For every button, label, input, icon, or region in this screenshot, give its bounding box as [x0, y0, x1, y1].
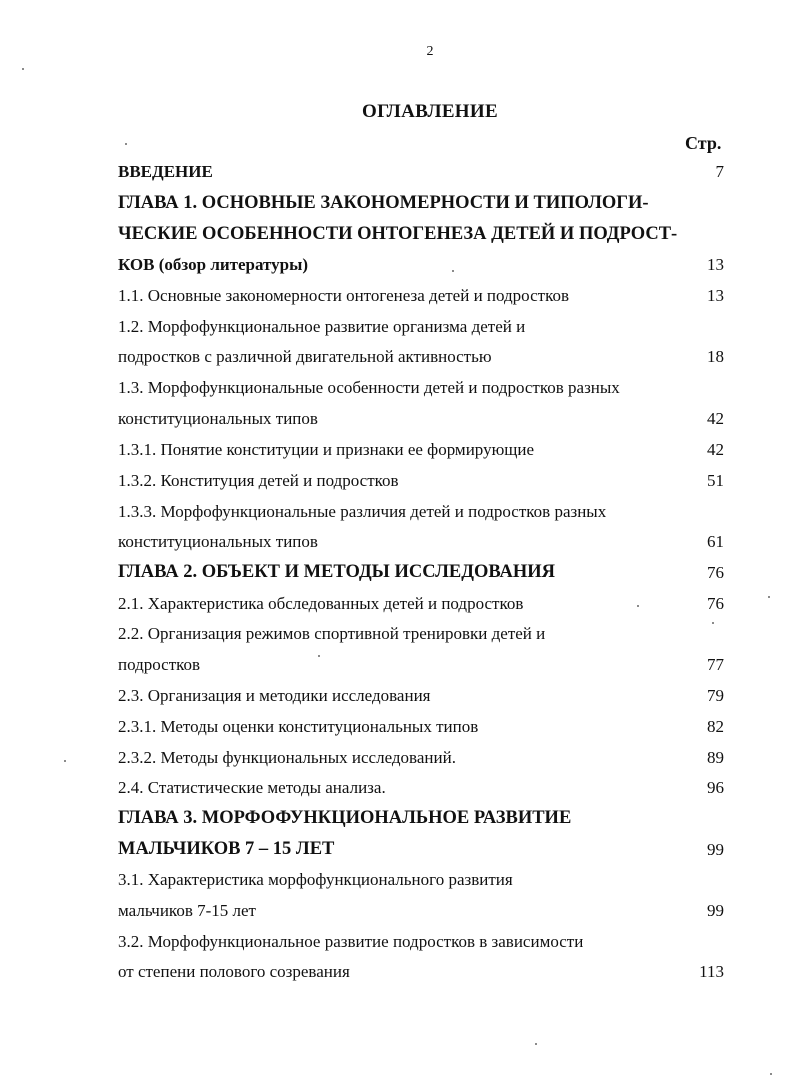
toc-line-text: ГЛАВА 3. МОРФОФУНКЦИОНАЛЬНОЕ РАЗВИТИЕ [118, 808, 572, 828]
toc-line-text: 2.3.1. Методы оценки конституциональных типов [118, 717, 479, 736]
toc-line-page: 77 [707, 655, 724, 674]
toc-line-text: от степени полового созревания [118, 962, 350, 981]
toc-line-page: 13 [707, 255, 724, 274]
scan-speck [64, 760, 66, 762]
toc-line-page: 79 [707, 686, 724, 705]
toc-line-text: 1.1. Основные закономерности онтогенеза детей и подростков [118, 286, 569, 305]
toc-line-page: 82 [707, 717, 724, 736]
scan-speck [768, 596, 770, 598]
toc-line-text: конституциональных типов [118, 409, 318, 428]
scan-speck [770, 1073, 772, 1075]
toc-line-page: 76 [707, 594, 724, 613]
toc-line-text: 1.3. Морфофункциональные особенности детей и подростков разных [118, 378, 620, 397]
toc-line-page: 13 [707, 286, 724, 305]
toc-line-text: 2.1. Характеристика обследованных детей и подростков [118, 594, 524, 613]
toc-line-page: 99 [707, 901, 724, 920]
toc-line-text: КОВ (обзор литературы) [118, 255, 309, 274]
scan-speck [712, 622, 714, 624]
toc-line-text: 1.3.1. Понятие конституции и признаки ее формирующие [118, 440, 535, 459]
toc-line-text: подростков с различной двигательной активностью [118, 347, 492, 366]
toc-line-text: ЧЕСКИЕ ОСОБЕННОСТИ ОНТОГЕНЕЗА ДЕТЕЙ И ПОДРОСТ- [118, 224, 678, 244]
scan-speck [637, 605, 639, 607]
toc-line-page: 96 [707, 778, 724, 797]
scan-speck [125, 143, 127, 145]
scan-speck [318, 655, 320, 657]
toc-line-text: 2.3. Организация и методики исследования [118, 686, 431, 705]
toc-line-page: 42 [707, 440, 724, 459]
scan-speck [452, 270, 454, 272]
toc-line-text: 2.4. Статистические методы анализа. [118, 778, 386, 797]
toc-line-text: 2.3.2. Методы функциональных исследований. [118, 748, 456, 767]
toc-line-text: ГЛАВА 2. ОБЪЕКТ И МЕТОДЫ ИССЛЕДОВАНИЯ [118, 562, 556, 582]
toc-line-text: ВВЕДЕНИЕ [118, 162, 213, 181]
page-number: 2 [426, 44, 434, 59]
toc-line-page: 89 [707, 748, 724, 767]
toc-line-page: 76 [707, 563, 724, 582]
scan-speck [22, 68, 24, 70]
scan-speck [535, 1043, 537, 1045]
toc-line-text: подростков [118, 655, 201, 674]
toc-line-page: 61 [707, 532, 724, 551]
toc-line-page: 18 [707, 347, 724, 366]
toc-title: ОГЛАВЛЕНИЕ [362, 101, 498, 122]
toc-line-text: 3.1. Характеристика морфофункционального развития [118, 870, 513, 889]
toc-line-text: 1.3.2. Конституция детей и подростков [118, 471, 399, 490]
toc-line-text: МАЛЬЧИКОВ 7 – 15 ЛЕТ [118, 839, 335, 859]
toc-line-page: 113 [699, 962, 724, 981]
toc-line-text: 2.2. Организация режимов спортивной тренировки детей и [118, 624, 546, 643]
toc-line-page: 42 [707, 409, 724, 428]
toc-line-text: мальчиков 7-15 лет [118, 901, 256, 920]
toc-line-page: 51 [707, 471, 724, 490]
toc-line-text: конституциональных типов [118, 532, 318, 551]
toc-line-page: 99 [707, 840, 724, 859]
toc-line-text: 1.3.3. Морфофункциональные различия детей и подростков разных [118, 502, 607, 521]
pages-column-label: Стр. [685, 133, 722, 153]
toc-line-text: 3.2. Морфофункциональное развитие подростков в зависимости [118, 932, 584, 951]
toc-line-text: 1.2. Морфофункциональное развитие организма детей и [118, 317, 526, 336]
toc-line-page: 7 [715, 162, 724, 181]
toc-line-text: ГЛАВА 1. ОСНОВНЫЕ ЗАКОНОМЕРНОСТИ И ТИПОЛОГИ- [118, 193, 649, 213]
